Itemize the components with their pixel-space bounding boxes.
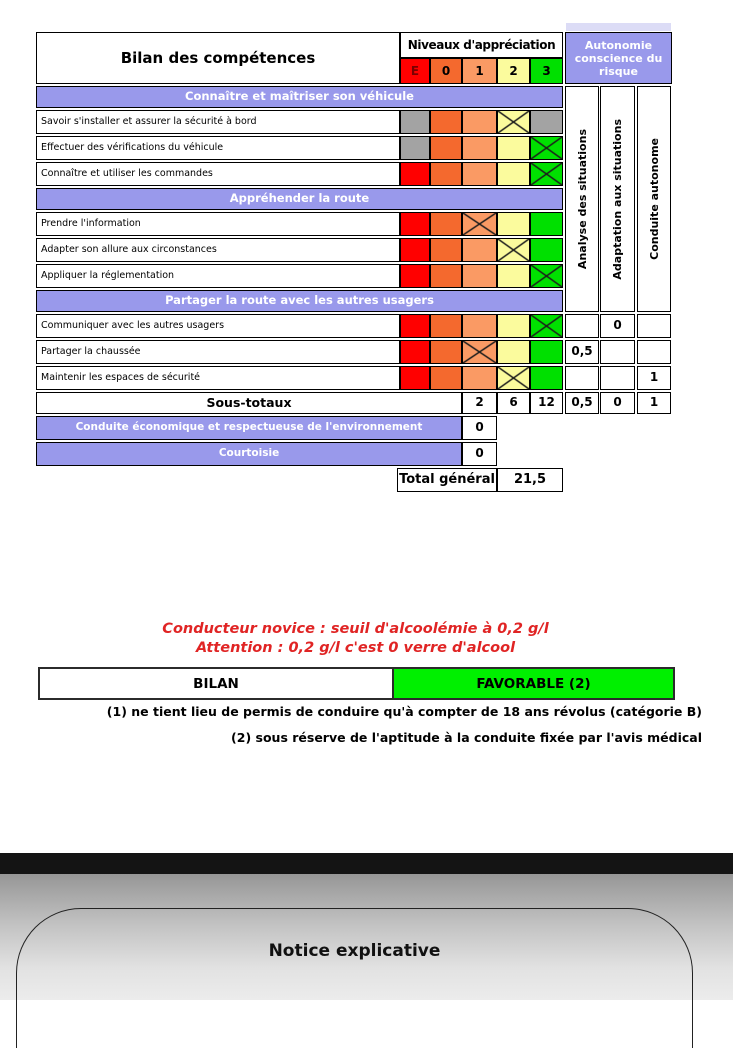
page-break-band: [0, 853, 733, 874]
courtesy-label: Courtoisie: [36, 442, 462, 466]
autonomy-cell-conduite: 1: [637, 366, 671, 390]
notice-box: [16, 908, 693, 1048]
level-cell-3-marked: [530, 314, 563, 338]
subtotal-level-2: 6: [497, 392, 530, 414]
level-cell-3-marked: [530, 162, 563, 186]
level-header-E: E: [400, 58, 430, 84]
levels-header-block: [400, 32, 563, 84]
level-header-cells: [400, 58, 563, 84]
level-cell-1: [462, 238, 497, 262]
level-cell-0: [430, 162, 462, 186]
competency-label: Connaître et utiliser les commandes: [36, 162, 400, 186]
level-cell-2-marked: [497, 110, 530, 134]
section-header: Appréhender la route: [36, 188, 563, 210]
level-cell-1: [462, 110, 497, 134]
level-cell-2: [497, 212, 530, 236]
level-cell-E: [400, 162, 430, 186]
footnotes: [36, 704, 702, 745]
level-cell-2: [497, 340, 530, 364]
warning-line-1: Conducteur novice : seuil d'alcoolémie à 0,2 g/l: [162, 621, 549, 637]
autonomy-cell-conduite: [637, 314, 671, 338]
level-cell-1: [462, 314, 497, 338]
level-cell-0: [430, 314, 462, 338]
competency-assessment-table: [36, 32, 672, 492]
autonomy-column-analyse: [565, 86, 599, 312]
eco-driving-row: [36, 416, 672, 440]
autonomy-cell-adaptation: [600, 366, 635, 390]
level-cell-0: [430, 264, 462, 288]
autonomy-cell-adaptation: 0: [600, 314, 635, 338]
level-cell-0: [430, 110, 462, 134]
courtesy-value: 0: [462, 442, 497, 466]
autonomy-cell-analyse: [565, 314, 599, 338]
level-cell-2: [497, 264, 530, 288]
notice-title: Notice explicative: [268, 941, 441, 961]
levels-header-label: Niveaux d'appréciation: [400, 32, 563, 58]
table-header: [36, 32, 672, 84]
autonomy-cell-conduite: [637, 340, 671, 364]
bilan-label: BILAN: [38, 667, 394, 700]
competency-label: Appliquer la réglementation: [36, 264, 400, 288]
level-cell-1-marked: [462, 340, 497, 364]
footnote-2: (2) sous réserve de l'aptitude à la conduite fixée par l'avis médical: [231, 730, 702, 745]
level-cell-3: [530, 110, 563, 134]
level-cell-E: [400, 340, 430, 364]
eco-driving-label: Conduite économique et respectueuse de l'environnement: [36, 416, 462, 440]
subtotal-level-1: 2: [462, 392, 497, 414]
level-header-3: 3: [530, 58, 563, 84]
subtotal-conduite: 1: [637, 392, 671, 414]
level-cell-1: [462, 162, 497, 186]
level-cell-3-marked: [530, 136, 563, 160]
level-cell-3: [530, 366, 563, 390]
warning-line-2: Attention : 0,2 g/l c'est 0 verre d'alcool: [195, 640, 516, 656]
footnote-1: (1) ne tient lieu de permis de conduire qu'à compter de 18 ans révolus (catégorie B): [106, 704, 702, 719]
autonomy-column-adaptation-label: Adaptation aux situations: [611, 118, 624, 280]
level-cell-1: [462, 366, 497, 390]
level-cell-E: [400, 366, 430, 390]
level-cell-0: [430, 136, 462, 160]
level-cell-E: [400, 212, 430, 236]
level-cell-3-marked: [530, 264, 563, 288]
autonomy-column-conduite: [637, 86, 671, 312]
courtesy-row: [36, 442, 672, 466]
grand-total-label: Total général: [397, 468, 497, 492]
grand-total-value: 21,5: [497, 468, 563, 492]
level-cell-2: [497, 162, 530, 186]
level-cell-E: [400, 238, 430, 262]
level-cell-0: [430, 340, 462, 364]
competency-label: Prendre l'information: [36, 212, 400, 236]
level-cell-2-marked: [497, 238, 530, 262]
level-cell-1: [462, 264, 497, 288]
autonomy-column-analyse-label: Analyse des situations: [575, 128, 589, 270]
level-cell-1-marked: [462, 212, 497, 236]
autonomy-cell-analyse: [565, 366, 599, 390]
competency-label: Communiquer avec les autres usagers: [36, 314, 400, 338]
subtotal-level-3: 12: [530, 392, 563, 414]
autonomy-cell-adaptation: [600, 340, 635, 364]
competency-label: Partager la chaussée: [36, 340, 400, 364]
competency-row: [36, 340, 672, 364]
level-header-0: 0: [430, 58, 462, 84]
level-cell-0: [430, 366, 462, 390]
section-header: Partager la route avec les autres usagers: [36, 290, 563, 312]
table-title: Bilan des compétences: [36, 32, 400, 84]
level-cell-0: [430, 238, 462, 262]
autonomy-column-conduite-label: Conduite autonome: [647, 138, 661, 260]
bilan-result: FAVORABLE (2): [394, 667, 675, 700]
level-cell-2-marked: [497, 366, 530, 390]
level-header-1: 1: [462, 58, 497, 84]
competency-label: Adapter son allure aux circonstances: [36, 238, 400, 262]
autonomy-cell-analyse: 0,5: [565, 340, 599, 364]
page-edge-artifact: [566, 23, 671, 31]
level-cell-E: [400, 314, 430, 338]
competency-label: Savoir s'installer et assurer la sécurité à bord: [36, 110, 400, 134]
level-cell-0: [430, 212, 462, 236]
level-cell-E: [400, 264, 430, 288]
autonomy-header: Autonomie conscience du risque: [565, 32, 672, 84]
competency-label: Effectuer des vérifications du véhicule: [36, 136, 400, 160]
bilan-result-bar: [38, 667, 675, 700]
grand-total-row: [397, 468, 672, 492]
eco-driving-value: 0: [462, 416, 497, 440]
level-cell-1: [462, 136, 497, 160]
level-cell-3: [530, 238, 563, 262]
level-cell-E: [400, 136, 430, 160]
level-cell-E: [400, 110, 430, 134]
autonomy-column-adaptation: [600, 86, 635, 312]
subtotal-adaptation: 0: [600, 392, 635, 414]
competency-row: [36, 366, 672, 390]
level-cell-3: [530, 212, 563, 236]
competency-label: Maintenir les espaces de sécurité: [36, 366, 400, 390]
level-cell-3: [530, 340, 563, 364]
level-cell-2: [497, 136, 530, 160]
subtotal-analyse: 0,5: [565, 392, 599, 414]
subtotals-label: Sous-totaux: [36, 392, 462, 414]
section-header: Connaître et maîtriser son véhicule: [36, 86, 563, 108]
competency-row: [36, 314, 672, 338]
level-header-2: 2: [497, 58, 530, 84]
subtotals-row: [36, 392, 672, 414]
level-cell-2: [497, 314, 530, 338]
novice-driver-warning: [36, 620, 675, 658]
next-page-area: [0, 874, 733, 1000]
